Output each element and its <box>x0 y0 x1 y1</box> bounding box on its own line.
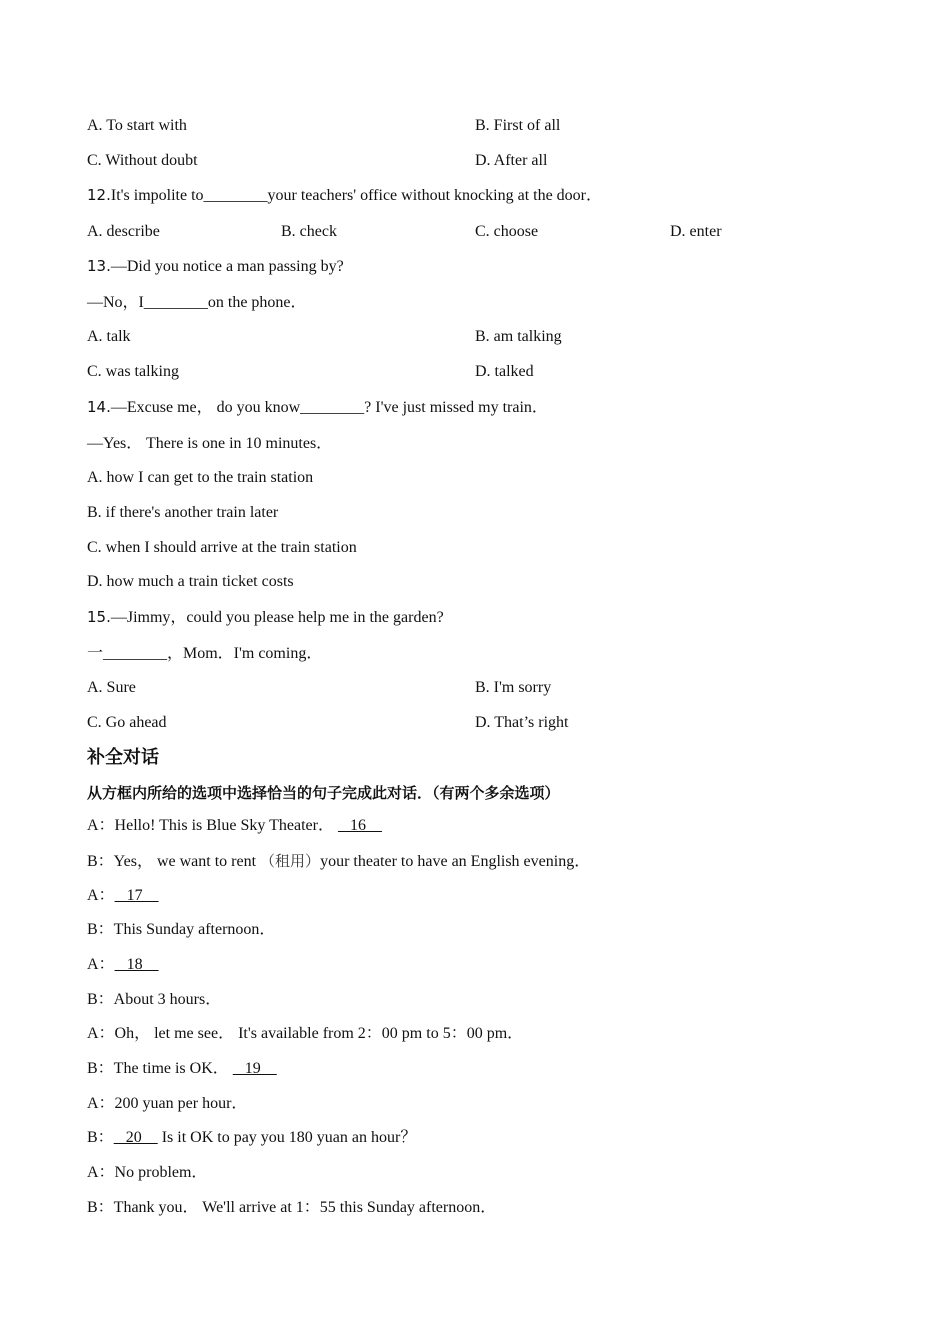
dialogue-line-2-note: （租用） <box>260 852 321 870</box>
q13-number: 13. <box>87 257 111 275</box>
dialogue-line-7: A：Oh， let me see． It's available from 2：00 pm to 5：00 pm． <box>87 1025 524 1042</box>
q15-reply: 一________，Mom．I'm coming． <box>87 645 323 662</box>
q15-option-b[interactable]: B. I'm sorry <box>475 679 552 696</box>
dialogue-line-5 <box>87 955 159 975</box>
q13-stem <box>87 256 344 277</box>
dialogue-line-9: A：200 yuan per hour． <box>87 1095 248 1112</box>
q14-option-d[interactable]: D. how much a train ticket costs <box>87 573 294 590</box>
q11-option-d[interactable]: D. After all <box>475 152 548 169</box>
q14-stem <box>87 397 548 418</box>
q13-option-c[interactable]: C. was talking <box>87 363 179 380</box>
q15-option-d[interactable]: D. That’s right <box>475 714 569 731</box>
q12-stem <box>87 185 602 206</box>
q14-number: 14. <box>87 398 111 416</box>
dialogue-line-5-text: A： <box>87 956 115 973</box>
q13-text: —Did you notice a man passing by? <box>110 258 344 275</box>
blank-20[interactable]: 20 <box>113 1129 158 1146</box>
q11-option-b[interactable]: B. First of all <box>475 117 561 134</box>
q12-option-b[interactable]: B. check <box>281 223 337 240</box>
q11-option-a[interactable]: A. To start with <box>87 117 187 134</box>
q15-option-c[interactable]: C. Go ahead <box>87 714 167 731</box>
q11-option-c[interactable]: C. Without doubt <box>87 152 198 169</box>
q14-option-a[interactable]: A. how I can get to the train station <box>87 469 314 486</box>
q15-option-a[interactable]: A. Sure <box>87 679 136 696</box>
q15-number: 15. <box>87 608 111 626</box>
section-title: 补全对话 <box>87 747 159 768</box>
blank-16[interactable]: 16 <box>337 817 382 834</box>
dialogue-line-8-text: B：The time is OK． <box>87 1060 229 1077</box>
dialogue-line-2 <box>87 851 590 872</box>
dialogue-line-10 <box>87 1128 416 1148</box>
dialogue-line-10-suffix: Is it OK to pay you 180 yuan an hour？ <box>157 1129 417 1146</box>
q12-option-c[interactable]: C. choose <box>475 223 539 240</box>
blank-19[interactable]: 19 <box>232 1060 277 1077</box>
section-instruction: 从方框内所给的选项中选择恰当的句子完成此对话．（有两个多余选项） <box>87 784 560 802</box>
blank-17[interactable]: 17 <box>114 887 159 904</box>
dialogue-line-8 <box>87 1059 277 1079</box>
dialogue-line-10-text: B： <box>87 1129 114 1146</box>
dialogue-line-2-text: B：Yes， we want to rent <box>87 853 261 870</box>
dialogue-line-11: A：No problem． <box>87 1164 208 1181</box>
q12-option-a[interactable]: A. describe <box>87 223 160 240</box>
dialogue-line-2-suffix: your theater to have an English evening． <box>320 853 591 870</box>
q13-option-b[interactable]: B. am talking <box>475 328 562 345</box>
dialogue-line-3-text: A： <box>87 887 115 904</box>
q14-reply: —Yes． There is one in 10 minutes． <box>87 435 333 452</box>
dialogue-line-3 <box>87 886 159 906</box>
q14-text: —Excuse me， do you know________? I've just missed my train． <box>110 399 548 416</box>
blank-18[interactable]: 18 <box>114 956 159 973</box>
q12-option-d[interactable]: D. enter <box>670 223 722 240</box>
q13-reply: —No，I________on the phone． <box>87 294 307 311</box>
q15-text: —Jimmy，could you please help me in the garden? <box>110 609 444 626</box>
dialogue-line-1 <box>87 816 382 836</box>
q13-option-d[interactable]: D. talked <box>475 363 534 380</box>
q13-option-a[interactable]: A. talk <box>87 328 131 345</box>
dialogue-line-6: B：About 3 hours． <box>87 991 222 1008</box>
q15-stem <box>87 607 444 628</box>
dialogue-line-12: B：Thank you． We'll arrive at 1：55 this Sunday afternoon． <box>87 1199 497 1216</box>
q12-number: 12. <box>87 186 111 204</box>
q14-option-c[interactable]: C. when I should arrive at the train station <box>87 539 357 556</box>
q14-option-b[interactable]: B. if there's another train later <box>87 504 279 521</box>
dialogue-line-4: B：This Sunday afternoon． <box>87 921 276 938</box>
dialogue-line-1-text: A：Hello! This is Blue Sky Theater． <box>87 817 334 834</box>
q12-text: It's impolite to________your teachers' office without knocking at the door． <box>110 187 603 204</box>
